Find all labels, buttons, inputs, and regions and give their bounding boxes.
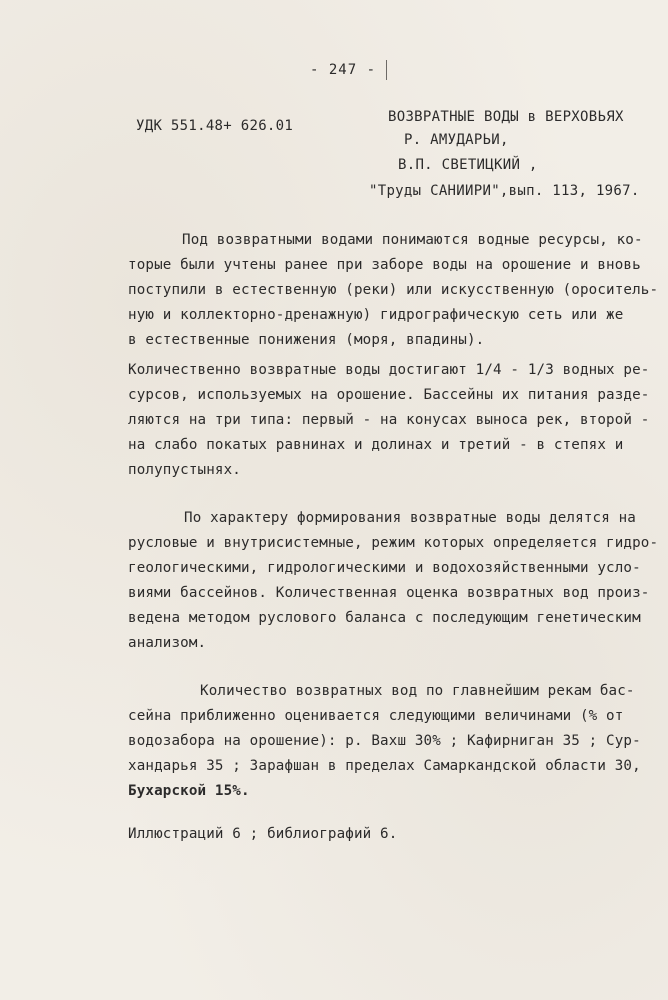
title-line-1: ВОЗВРАТНЫЕ ВОДЫ в ВЕРХОВЬЯХ [388,109,624,125]
body-line: Бухарской 15%. [128,783,250,799]
body-line: Количественно возвратные воды достигают 1/4 - 1/3 водных ре- [128,362,650,378]
body-line: в естественные понижения (моря, впадины). [128,332,485,348]
udk-code: УДК 551.48+ 626.01 [136,118,294,134]
page-number: - 247 - [310,62,377,78]
body-line: поступили в естественную (реки) или искусственную (ороситель- [128,282,659,298]
body-line: водозабора на орошение): р. Вахш 30% ; Кафирниган 35 ; Сур- [128,733,641,749]
author-name: В.П. СВЕТИЦКИЙ , [398,157,538,173]
source-reference: "Труды САНИИРИ",вып. 113, 1967. [369,183,640,199]
illustrations-bibliography-note: Иллюстраций 6 ; библиографий 6. [128,826,398,842]
title-line-2: Р. АМУДАРЬИ, [404,132,509,148]
body-line: ляются на три типа: первый - на конусах выноса рек, второй - [128,412,650,428]
body-line: полупустынях. [128,462,241,478]
body-line: сурсов, используемых на орошение. Бассейны их питания разде- [128,387,650,403]
body-line: торые были учтены ранее при заборе воды на орошение и вновь [128,257,641,273]
page-number-divider [386,60,387,80]
body-line: По характеру формирования возвратные воды делятся на [184,510,636,526]
body-line: виями бассейнов. Количественная оценка возвратных вод произ- [128,585,650,601]
body-line: Под возвратными водами понимаются водные ресурсы, ко- [182,232,643,248]
body-line: ную и коллекторно-дренажную) гидрографическую сеть или же [128,307,624,323]
body-line: Количество возвратных вод по главнейшим рекам бас- [200,683,635,699]
body-line: русловые и внутрисистемные, режим которых определяется гидро- [128,535,659,551]
body-line: сейна приближенно оценивается следующими величинами (% от [128,708,624,724]
body-line: геологическими, гидрологическими и водохозяйственными усло- [128,560,641,576]
body-line: на слабо покатых равнинах и долинах и третий - в степях и [128,437,624,453]
body-line: ведена методом руслового баланса с последующим генетическим [128,610,641,626]
body-line: анализом. [128,635,207,651]
body-line: хандарья 35 ; Зарафшан в пределах Самаркандской области 30, [128,758,641,774]
